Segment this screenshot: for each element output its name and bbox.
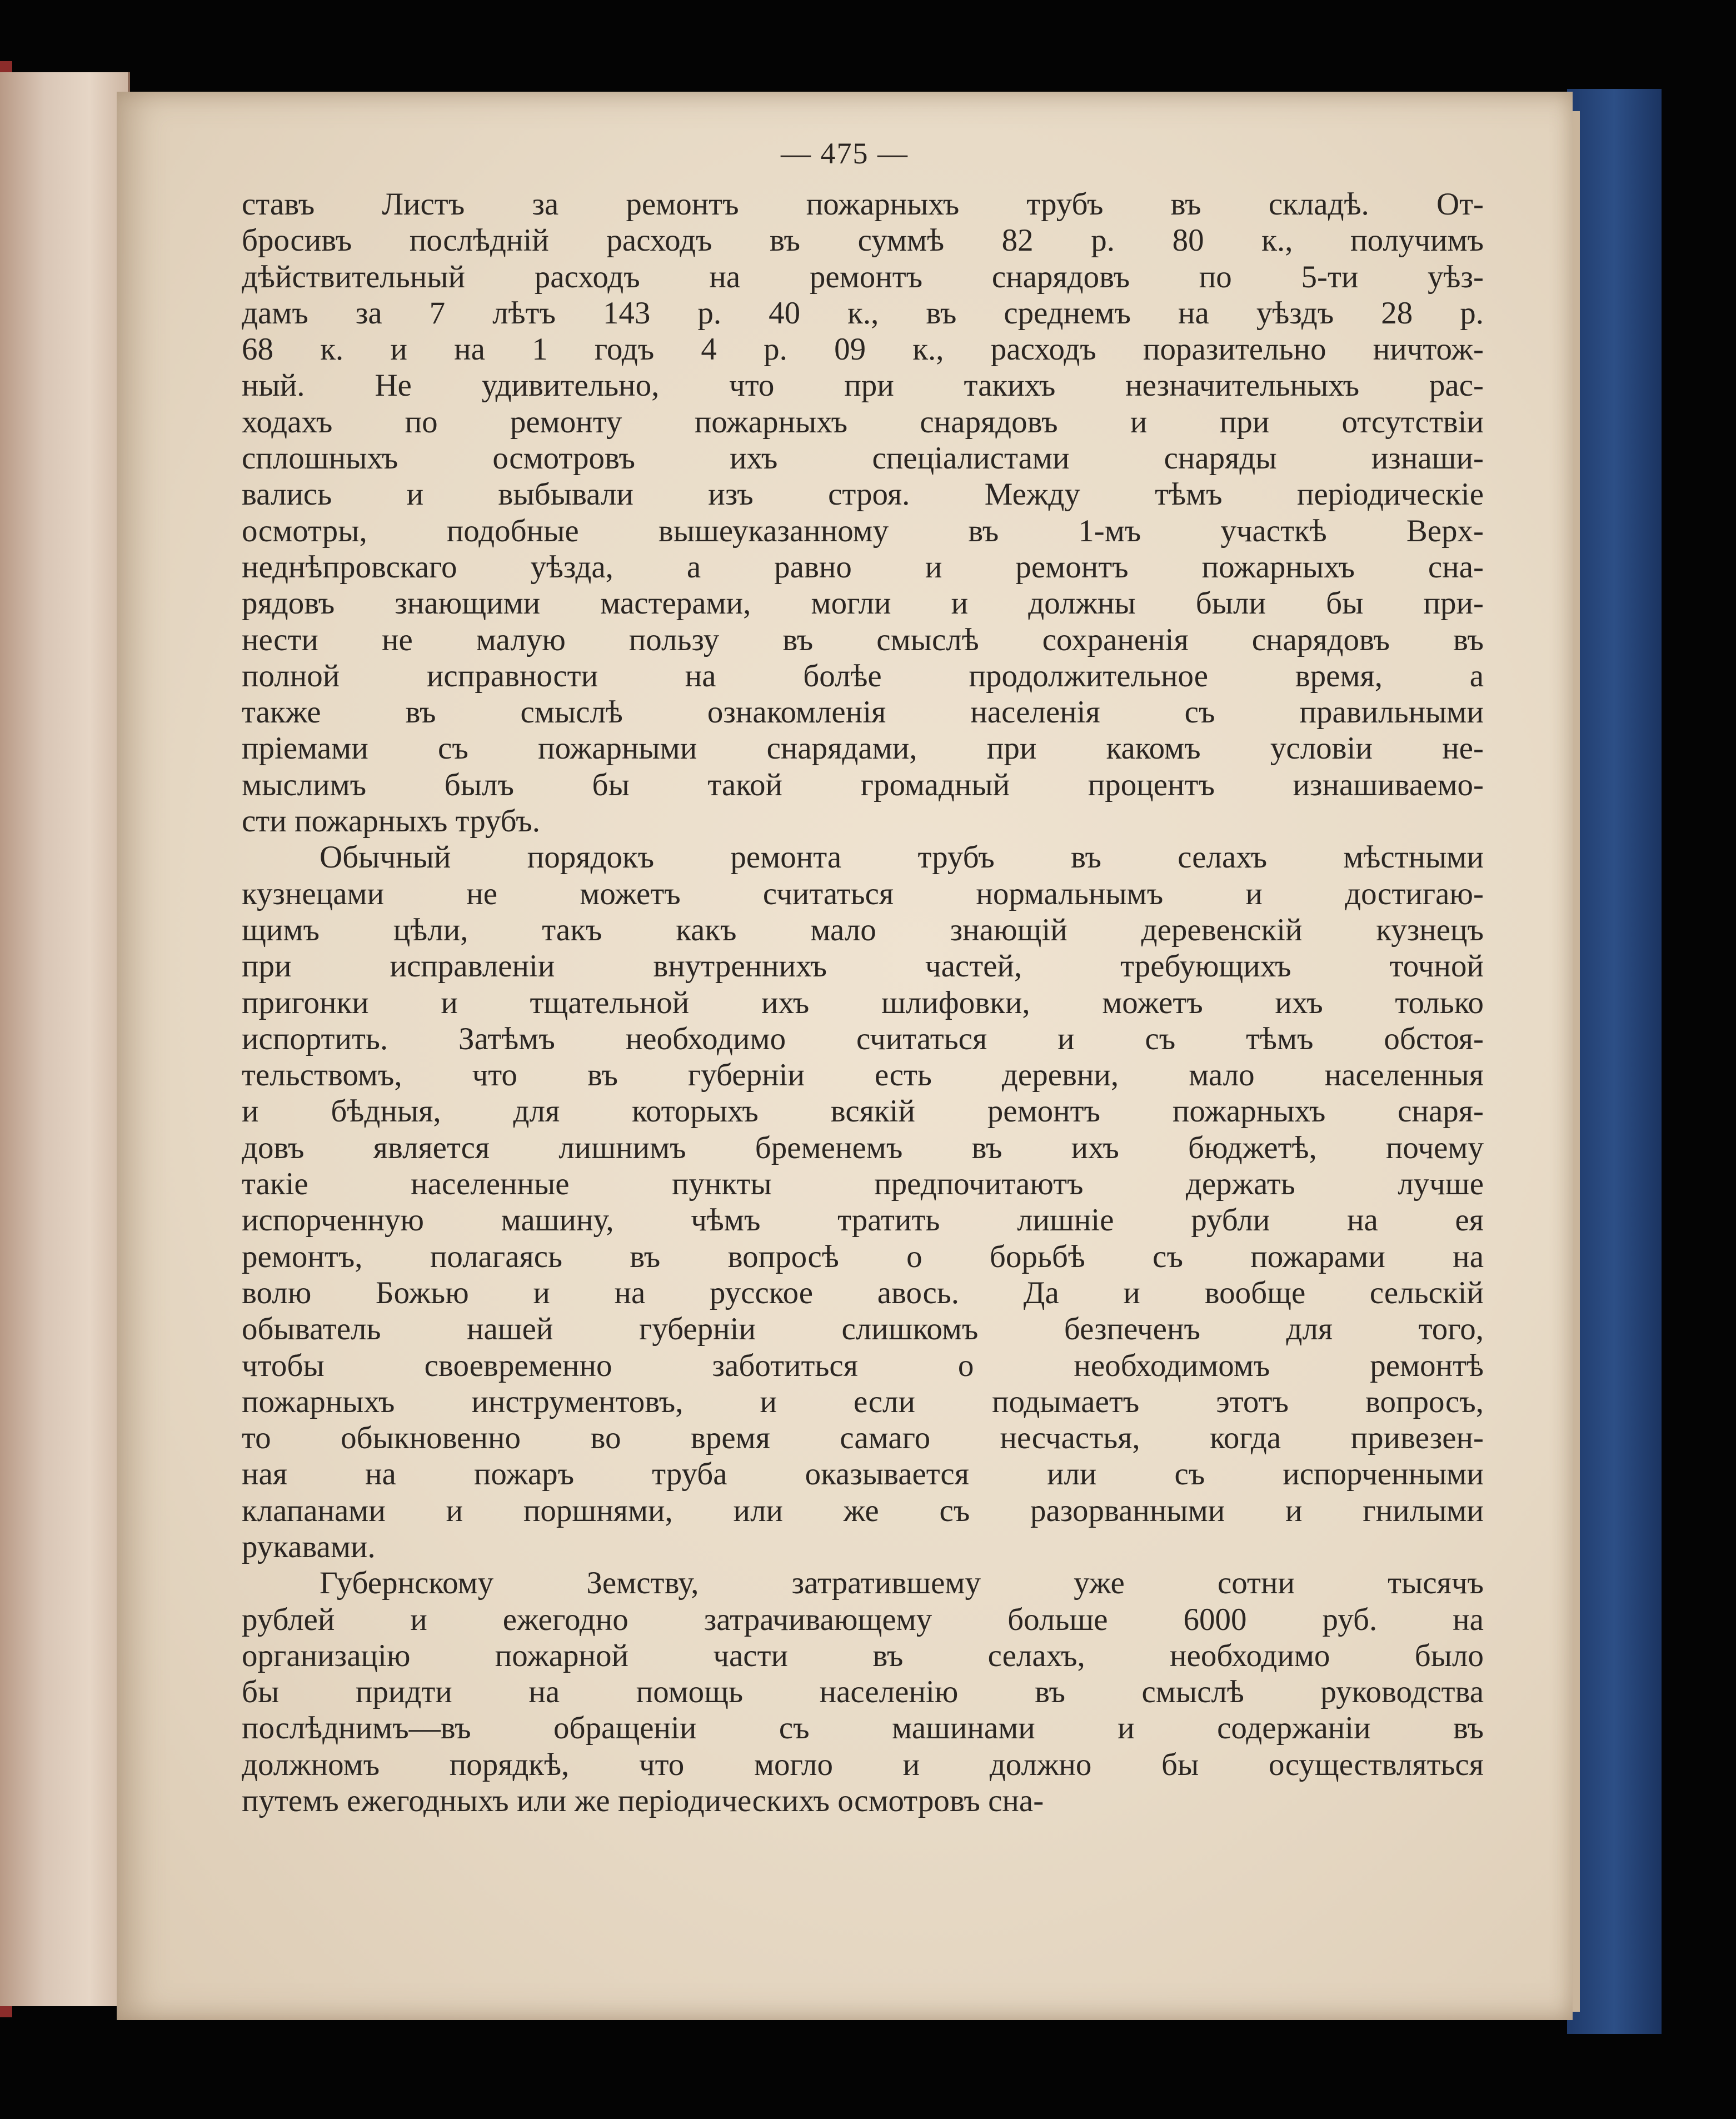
text-line: кузнецами не можетъ считаться нормальнымъ и достигаю- <box>242 876 1484 911</box>
text-line: испорченную машину, чѣмъ тратить лишніе рубли на ея <box>242 1203 1484 1238</box>
text-line: осмотры, подобные вышеуказанному въ 1-мъ участкѣ Верх- <box>242 513 1484 549</box>
page-number: — 475 — <box>781 137 909 170</box>
text-line: послѣднимъ—въ обращеніи съ машинами и содержаніи въ <box>242 1711 1484 1746</box>
text-line: также въ смыслѣ ознакомленія населенія съ правильными <box>242 695 1484 730</box>
left-page-edge <box>0 72 130 2006</box>
text-line: пожарныхъ инструментовъ, и если подымаетъ этотъ вопросъ, <box>242 1384 1484 1419</box>
text-line: ставъ Листъ за ремонтъ пожарныхъ трубъ въ складѣ. От- <box>242 187 1484 222</box>
text-line: дамъ за 7 лѣтъ 143 р. 40 к., въ среднемъ на уѣздъ 28 р. <box>242 295 1484 331</box>
text-line: тельствомъ, что въ губерніи есть деревни, мало населенныя <box>242 1058 1484 1093</box>
text-line: то обыкновенно во время самаго несчастья, когда привезен- <box>242 1420 1484 1456</box>
text-line: пріемами съ пожарными снарядами, при какомъ условіи не- <box>242 731 1484 766</box>
text-line: пригонки и тщательной ихъ шлифовки, можетъ ихъ только <box>242 985 1484 1020</box>
paragraph <box>242 839 1484 1565</box>
text-line: мыслимъ былъ бы такой громадный процентъ изнашиваемо- <box>242 767 1484 802</box>
paragraph <box>242 186 1484 839</box>
text-line: ремонтъ, полагаясь въ вопросѣ о борьбѣ съ пожарами на <box>242 1239 1484 1274</box>
text-line: чтобы своевременно заботиться о необходимомъ ремонтѣ <box>242 1348 1484 1383</box>
text-line: обыватель нашей губерніи слишкомъ безпеченъ для того, <box>242 1312 1484 1347</box>
right-book-cover <box>1567 89 1662 2034</box>
text-line: бы придти на помощь населенію въ смыслѣ руководства <box>242 1674 1484 1710</box>
text-line: испортить. Затѣмъ необходимо считаться и съ тѣмъ обстоя- <box>242 1021 1484 1056</box>
text-line: рядовъ знающими мастерами, могли и должны были бы при- <box>242 586 1484 621</box>
text-line: рублей и ежегодно затрачивающему больше 6000 руб. на <box>242 1602 1484 1637</box>
text-line: такіе населенные пункты предпочитаютъ держать лучше <box>242 1166 1484 1202</box>
paragraph <box>242 1565 1484 1819</box>
text-line: и бѣдныя, для которыхъ всякій ремонтъ пожарныхъ снаря- <box>242 1094 1484 1129</box>
text-line: щимъ цѣли, такъ какъ мало знающій деревенскій кузнецъ <box>242 912 1484 948</box>
text-line: должномъ порядкѣ, что могло и должно бы осуществляться <box>242 1747 1484 1782</box>
text-line: клапанами и поршнями, или же съ разорванными и гнилыми <box>242 1493 1484 1528</box>
text-line: путемъ ежегодныхъ или же періодическихъ осмотровъ сна- <box>242 1783 1044 1819</box>
text-line: при исправленіи внутреннихъ частей, требующихъ точной <box>242 949 1484 984</box>
text-line: сплошныхъ осмотровъ ихъ спеціалистами снаряды изнаши- <box>242 441 1484 476</box>
text-line: ходахъ по ремонту пожарныхъ снарядовъ и при отсутствіи <box>242 404 1484 440</box>
text-line: ная на пожаръ труба оказывается или съ испорченными <box>242 1457 1484 1492</box>
text-line: волю Божью и на русское авось. Да и вообще сельскій <box>242 1275 1484 1310</box>
text-line: Губернскому Земству, затратившему уже сотни тысячъ <box>320 1565 1484 1601</box>
text-line: дѣйствительный расходъ на ремонтъ снарядовъ по 5-ти уѣз- <box>242 259 1484 295</box>
text-line: довъ является лишнимъ бременемъ въ ихъ бюджетѣ, почему <box>242 1130 1484 1165</box>
text-line: ный. Не удивительно, что при такихъ незначительныхъ рас- <box>242 368 1484 403</box>
text-line: неднѣпровскаго уѣзда, а равно и ремонтъ пожарныхъ сна- <box>242 549 1484 585</box>
page-text <box>242 186 1484 1819</box>
text-line: 68 к. и на 1 годъ 4 р. 09 к., расходъ поразительно ничтож- <box>242 332 1484 367</box>
text-line: вались и выбывали изъ строя. Между тѣмъ періодическіе <box>242 477 1484 512</box>
text-line: организацію пожарной части въ селахъ, необходимо было <box>242 1638 1484 1673</box>
text-line: рукавами. <box>242 1529 376 1564</box>
book-page <box>117 92 1573 2020</box>
text-line: нести не малую пользу въ смыслѣ сохраненія снарядовъ въ <box>242 622 1484 657</box>
text-line: полной исправности на болѣе продолжительное время, а <box>242 658 1484 694</box>
text-line: Обычный порядокъ ремонта трубъ въ селахъ мѣстными <box>320 840 1484 875</box>
text-line: сти пожарныхъ трубъ. <box>242 804 540 839</box>
text-line: бросивъ послѣдній расходъ въ суммѣ 82 р. 80 к., получимъ <box>242 223 1484 258</box>
